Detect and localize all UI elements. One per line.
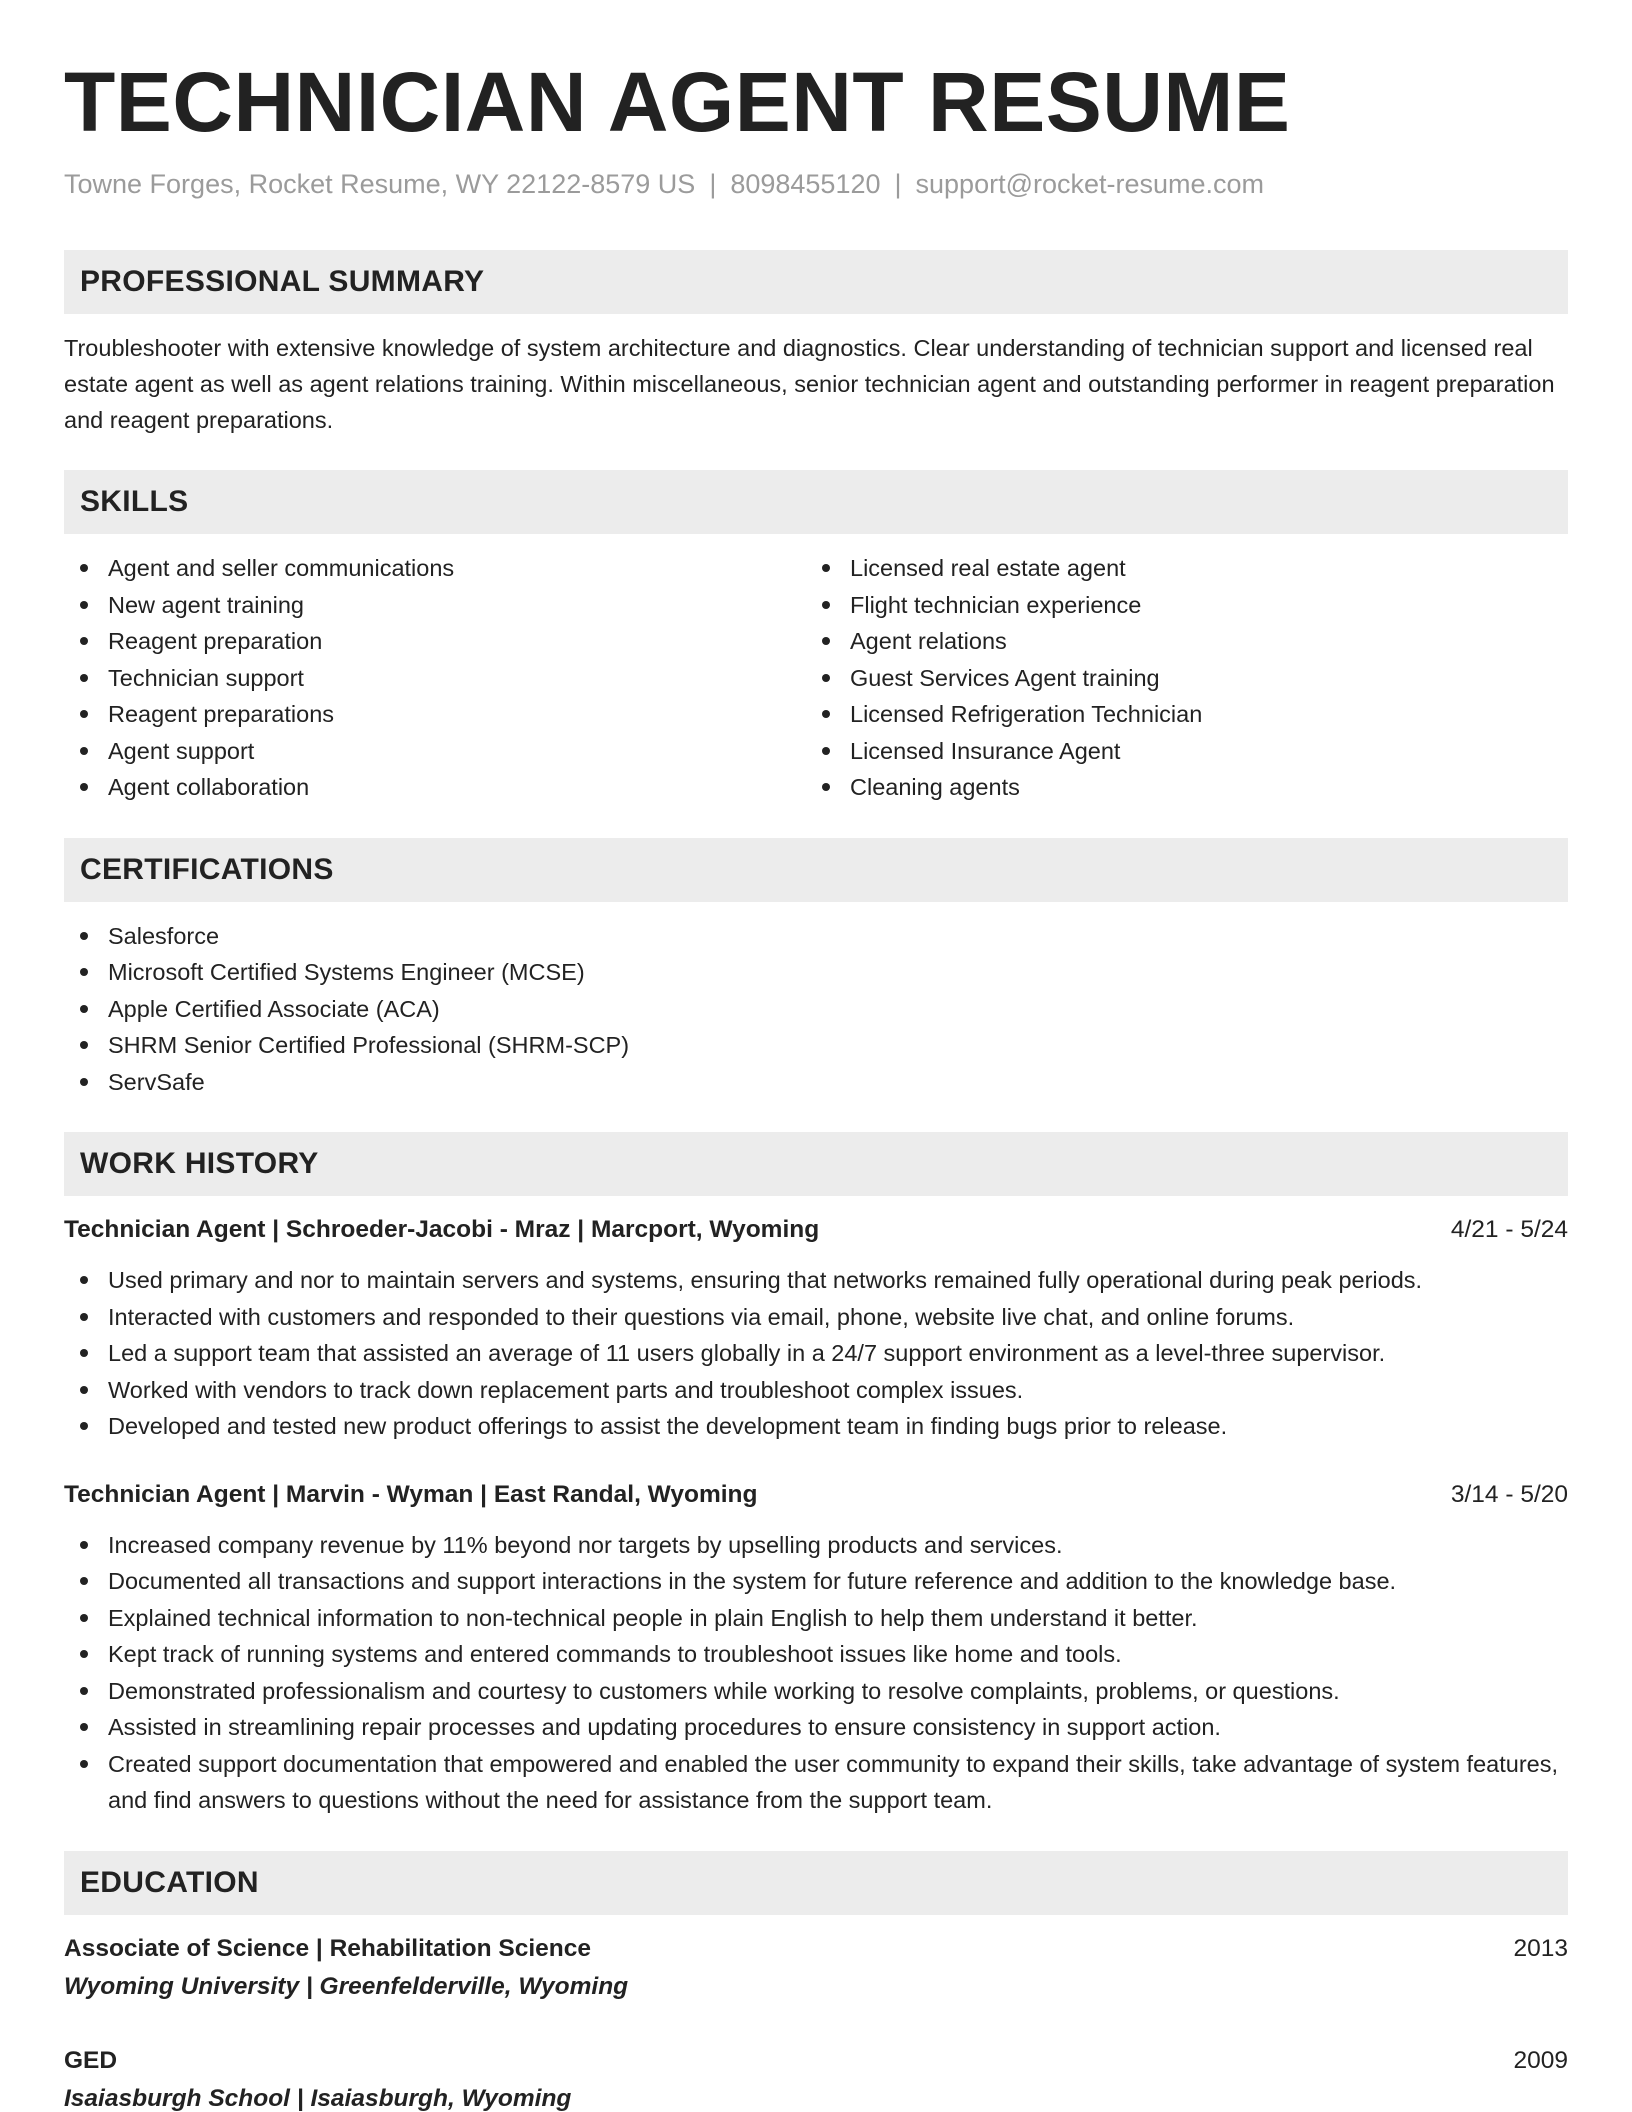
contact-phone: 8098455120	[730, 169, 881, 199]
job-bullet: Used primary and nor to maintain servers and systems, ensuring that networks remained fully operational during peak periods.	[64, 1262, 1568, 1299]
job-bullet: Created support documentation that empowered and enabled the user community to expand their skills, take advantage of system features, and find answers to questions without the need for assistance from the support team.	[64, 1746, 1568, 1819]
job-title: Technician Agent | Marvin - Wyman | East Randal, Wyoming	[64, 1480, 758, 1508]
bullet-icon	[80, 1650, 88, 1658]
bullet-icon	[80, 783, 88, 791]
bullet-icon	[80, 1349, 88, 1357]
education-degree: GED	[64, 2046, 118, 2074]
job-bullet: Increased company revenue by 11% beyond nor targets by upselling products and services.	[64, 1527, 1568, 1564]
section-header-summary: PROFESSIONAL SUMMARY	[64, 250, 1568, 314]
bullet-icon	[822, 674, 830, 682]
contact-address: Towne Forges, Rocket Resume, WY 22122-8579 US	[64, 169, 696, 199]
job-header	[64, 1212, 1568, 1248]
contact-separator: |	[894, 169, 902, 199]
bullet-icon	[80, 1422, 88, 1430]
skill-item: Agent collaboration	[64, 769, 806, 806]
section-header-certifications: CERTIFICATIONS	[64, 838, 1568, 902]
bullet-icon	[822, 710, 830, 718]
bullet-icon	[80, 932, 88, 940]
job-entry	[64, 1477, 1568, 1819]
bullet-icon	[80, 601, 88, 609]
education-school: Wyoming University | Greenfelderville, Wyoming	[64, 1972, 629, 2000]
job-bullets	[64, 1262, 1568, 1445]
education-header	[64, 1931, 1568, 1967]
job-dates: 4/21 - 5/24	[1450, 1216, 1568, 1243]
skill-item: Licensed Insurance Agent	[806, 733, 1548, 770]
contact-line	[64, 166, 1568, 202]
certifications-list	[64, 918, 1568, 1101]
bullet-icon	[80, 1386, 88, 1394]
certification-item: SHRM Senior Certified Professional (SHRM-SCP)	[64, 1027, 1568, 1064]
section-header-skills: SKILLS	[64, 470, 1568, 534]
job-bullet: Developed and tested new product offerings to assist the development team in finding bugs prior to release.	[64, 1408, 1568, 1445]
job-header	[64, 1477, 1568, 1513]
certification-item: Microsoft Certified Systems Engineer (MCSE)	[64, 954, 1568, 991]
bullet-icon	[822, 783, 830, 791]
education-year: 2013	[1513, 1934, 1568, 1962]
bullet-icon	[80, 1276, 88, 1284]
education-degree: Associate of Science | Rehabilitation Science	[64, 1934, 591, 1962]
job-bullet: Demonstrated professionalism and courtesy to customers while working to resolve complaints, problems, or questions.	[64, 1673, 1568, 1710]
job-entry	[64, 1212, 1568, 1445]
bullet-icon	[80, 1041, 88, 1049]
job-bullet: Kept track of running systems and entered commands to troubleshoot issues like home and tools.	[64, 1636, 1568, 1673]
bullet-icon	[822, 601, 830, 609]
job-bullet: Interacted with customers and responded to their questions via email, phone, website live chat, and online forums.	[64, 1299, 1568, 1336]
job-bullets	[64, 1527, 1568, 1819]
skill-item: New agent training	[64, 587, 806, 624]
skill-item: Flight technician experience	[806, 587, 1548, 624]
job-bullet: Assisted in streamlining repair processes and updating procedures to ensure consistency in support action.	[64, 1709, 1568, 1746]
job-bullet: Documented all transactions and support interactions in the system for future reference and addition to the knowledge base.	[64, 1563, 1568, 1600]
bullet-icon	[80, 1313, 88, 1321]
skill-item: Agent and seller communications	[64, 550, 806, 587]
section-header-education: EDUCATION	[64, 1851, 1568, 1915]
bullet-icon	[822, 637, 830, 645]
resume-title: TECHNICIAN AGENT RESUME	[64, 55, 1291, 149]
contact-separator: |	[709, 169, 717, 199]
job-bullet: Explained technical information to non-technical people in plain English to help them understand it better.	[64, 1600, 1568, 1637]
bullet-icon	[80, 1541, 88, 1549]
bullet-icon	[80, 1614, 88, 1622]
bullet-icon	[80, 1723, 88, 1731]
skills-list-left	[64, 550, 806, 806]
bullet-icon	[80, 1005, 88, 1013]
bullet-icon	[80, 968, 88, 976]
skills-grid	[64, 550, 1568, 806]
bullet-icon	[80, 1687, 88, 1695]
bullet-icon	[80, 1760, 88, 1768]
job-title: Technician Agent | Schroeder-Jacobi - Mraz | Marcport, Wyoming	[64, 1216, 820, 1243]
skill-item: Licensed real estate agent	[806, 550, 1548, 587]
bullet-icon	[80, 637, 88, 645]
skill-item: Reagent preparation	[64, 623, 806, 660]
bullet-icon	[80, 1577, 88, 1585]
job-bullet: Led a support team that assisted an average of 11 users globally in a 24/7 support environment as a level-three supervisor.	[64, 1335, 1568, 1372]
certification-item: Salesforce	[64, 918, 1568, 955]
bullet-icon	[80, 674, 88, 682]
skill-item: Cleaning agents	[806, 769, 1548, 806]
job-bullet: Worked with vendors to track down replacement parts and troubleshoot complex issues.	[64, 1372, 1568, 1409]
education-year: 2009	[1513, 2046, 1568, 2074]
skill-item: Guest Services Agent training	[806, 660, 1548, 697]
education-entry	[64, 2043, 1568, 2112]
summary-text: Troubleshooter with extensive knowledge of system architecture and diagnostics. Clear understanding of technician support and licensed real estate agent as well as agent relations training. Within miscellaneous, senior technician agent and outstanding performer in reagent preparation and reagent preparations.	[64, 335, 1555, 433]
skill-item: Agent relations	[806, 623, 1548, 660]
skill-item: Reagent preparations	[64, 696, 806, 733]
bullet-icon	[822, 747, 830, 755]
education-school: Isaiasburgh School | Isaiasburgh, Wyoming	[64, 2084, 572, 2112]
bullet-icon	[80, 710, 88, 718]
contact-email: support@rocket-resume.com	[915, 169, 1265, 199]
education-entry	[64, 1931, 1568, 2007]
certification-item: Apple Certified Associate (ACA)	[64, 991, 1568, 1028]
job-dates: 3/14 - 5/20	[1450, 1480, 1568, 1508]
bullet-icon	[80, 564, 88, 572]
bullet-icon	[80, 747, 88, 755]
skill-item: Technician support	[64, 660, 806, 697]
bullet-icon	[822, 564, 830, 572]
skills-list-right	[806, 550, 1548, 806]
skill-item: Agent support	[64, 733, 806, 770]
section-header-work-history: WORK HISTORY	[64, 1132, 1568, 1196]
bullet-icon	[80, 1078, 88, 1086]
certification-item: ServSafe	[64, 1064, 1568, 1101]
education-header	[64, 2043, 1568, 2079]
skill-item: Licensed Refrigeration Technician	[806, 696, 1548, 733]
